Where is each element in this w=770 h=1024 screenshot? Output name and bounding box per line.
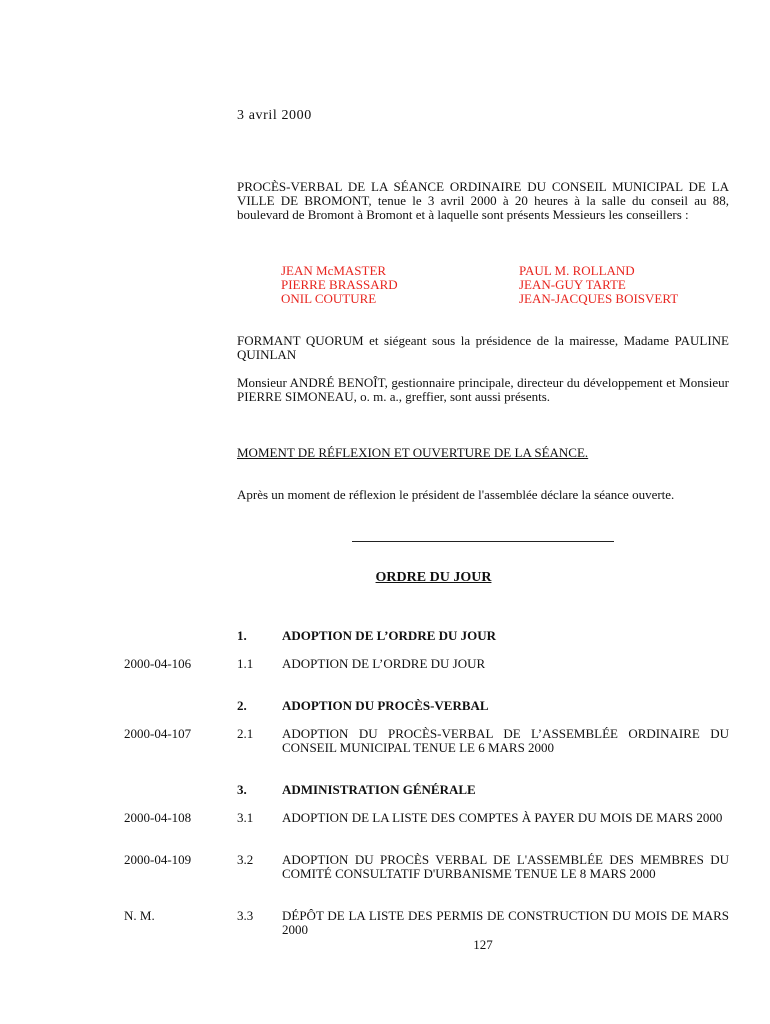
resolution-number: 2000-04-106 xyxy=(124,656,192,671)
councillor-name: ONIL COUTURE xyxy=(281,291,377,306)
item-number: 3.1 xyxy=(237,810,254,825)
separator-line xyxy=(352,541,614,542)
item-number: 3.3 xyxy=(237,908,254,923)
resolution-number: N. M. xyxy=(124,908,155,923)
item-text: DÉPÔT DE LA LISTE DES PERMIS DE CONSTRUCTION DU MOIS DE MARS 2000 xyxy=(282,908,729,937)
item-text: ADOPTION DE L’ORDRE DU JOUR xyxy=(282,656,486,671)
resolution-number: 2000-04-109 xyxy=(124,852,192,867)
item-text: ADOPTION DE LA LISTE DES COMPTES À PAYER DU MOIS DE MARS 2000 xyxy=(282,810,723,825)
councillor-name: JEAN McMASTER xyxy=(281,263,387,278)
section-number: 3. xyxy=(237,782,247,797)
item-number: 2.1 xyxy=(237,726,254,741)
item-text: ADOPTION DU PROCÈS VERBAL DE L'ASSEMBLÉE DES MEMBRES DU COMITÉ CONSULTATIF D'URBANISME TENUE LE 8 MARS 2000 xyxy=(282,852,729,881)
document-date: 3 avril 2000 xyxy=(237,108,312,123)
section-title: ADOPTION DE L’ORDRE DU JOUR xyxy=(282,628,497,643)
agenda-title: ORDRE DU JOUR xyxy=(375,570,492,585)
section-title: ADOPTION DU PROCÈS-VERBAL xyxy=(282,698,489,713)
resolution-number: 2000-04-107 xyxy=(124,726,192,741)
councillor-name: JEAN-GUY TARTE xyxy=(519,277,626,292)
councillor-name: PIERRE BRASSARD xyxy=(281,277,398,292)
item-text: ADOPTION DU PROCÈS-VERBAL DE L’ASSEMBLÉE ORDINAIRE DU CONSEIL MUNICIPAL TENUE LE 6 MARS 2000 xyxy=(282,726,729,755)
presence-paragraph: Monsieur ANDRÉ BENOÎT, gestionnaire principale, directeur du développement et Monsieur PIERRE SIMONEAU, o. m. a., greffier, sont aussi présents. xyxy=(237,375,729,404)
page-number: 127 xyxy=(473,937,493,952)
section-number: 2. xyxy=(237,698,247,713)
item-number: 1.1 xyxy=(237,656,254,671)
item-number: 3.2 xyxy=(237,852,254,867)
councillor-name: PAUL M. ROLLAND xyxy=(519,263,635,278)
councillors-left-column xyxy=(281,264,481,306)
intro-paragraph: PROCÈS-VERBAL DE LA SÉANCE ORDINAIRE DU CONSEIL MUNICIPAL DE LA VILLE DE BROMONT, tenue le 3 avril 2000 à 20 heures à la salle du conseil au 88, boulevard de Bromont à Bromont et à laquelle sont présents Messieurs les conseillers : xyxy=(237,179,729,222)
councillors-right-column xyxy=(519,264,739,306)
section-title: ADMINISTRATION GÉNÉRALE xyxy=(282,782,476,797)
councillor-name: JEAN-JACQUES BOISVERT xyxy=(519,291,679,306)
moment-paragraph: Après un moment de réflexion le président de l'assemblée déclare la séance ouverte. xyxy=(237,487,675,502)
section-number: 1. xyxy=(237,628,247,643)
resolution-number: 2000-04-108 xyxy=(124,810,192,825)
moment-heading: MOMENT DE RÉFLEXION ET OUVERTURE DE LA SÉANCE. xyxy=(237,445,589,460)
quorum-paragraph: FORMANT QUORUM et siégeant sous la présidence de la mairesse, Madame PAULINE QUINLAN xyxy=(237,333,729,362)
